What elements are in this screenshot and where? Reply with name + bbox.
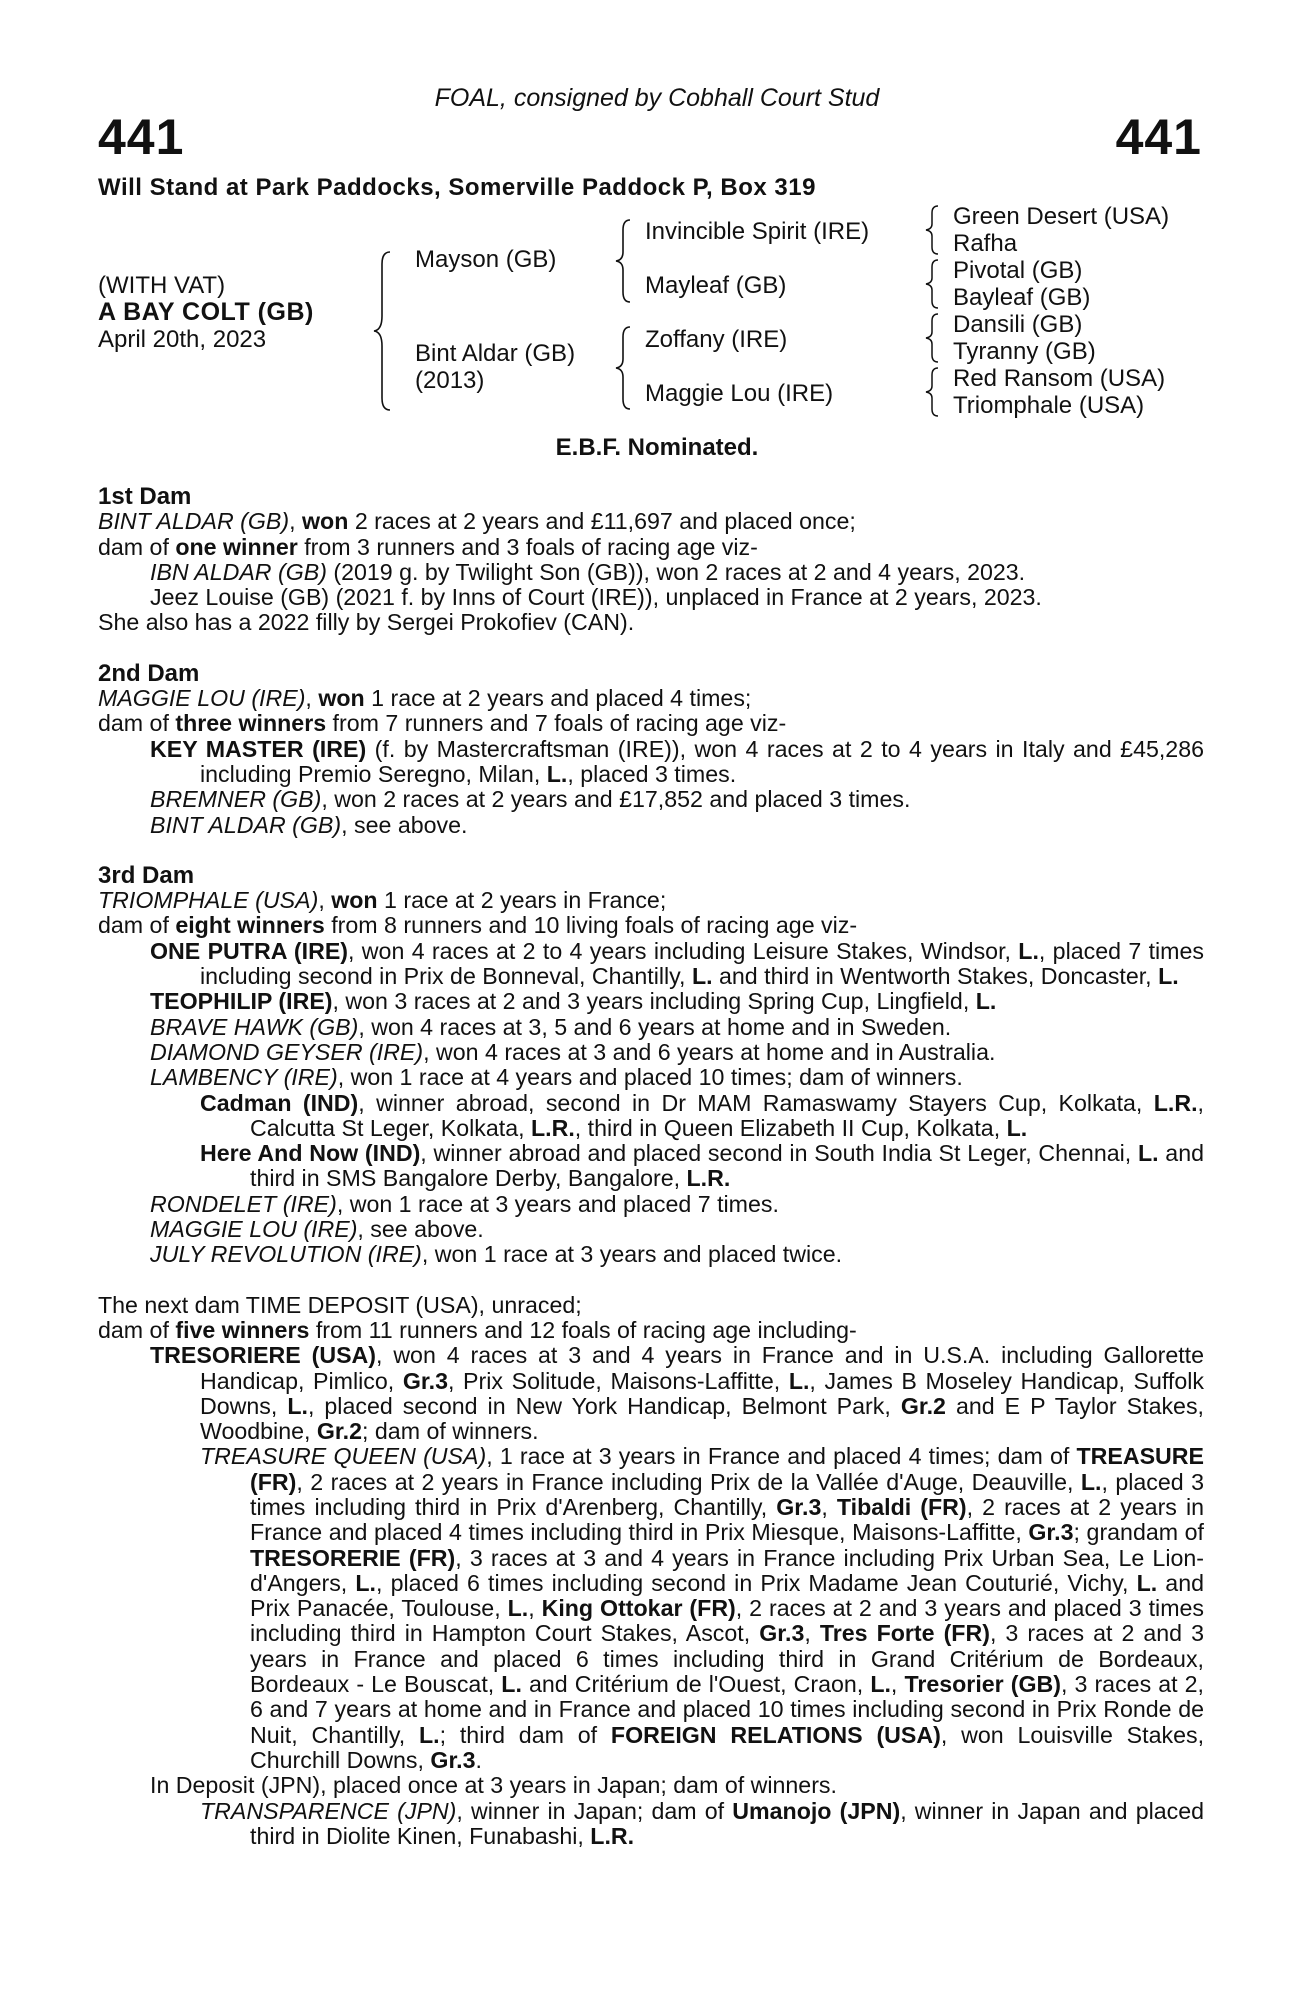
vat-note: (WITH VAT) xyxy=(98,272,226,299)
horse-name: A BAY COLT (GB) xyxy=(98,298,314,326)
first-dam-heading: 1st Dam xyxy=(98,483,192,510)
produce-brave-hawk: BRAVE HAWK (GB), won 4 races at 3, 5 and 6 years at home and in Sweden. xyxy=(150,1013,952,1040)
sire-dam: Mayleaf (GB) xyxy=(645,272,787,299)
third-dam-produce: dam of eight winners from 8 runners and 10 living foals of racing age viz- xyxy=(98,912,858,939)
dam-sire: Zoffany (IRE) xyxy=(645,326,788,353)
dam: Bint Aldar (GB) xyxy=(415,340,576,367)
ds-dam: Tyranny (GB) xyxy=(953,338,1096,365)
produce-diamond-geyser: DIAMOND GEYSER (IRE), won 4 races at 3 and 6 years at home and in Australia. xyxy=(150,1038,996,1065)
lot-number-left: 441 xyxy=(98,109,185,165)
produce-jeez-louise: Jeez Louise (GB) (2021 f. by Inns of Court (IRE)), unplaced in France at 2 years, 2023. xyxy=(150,584,1042,611)
dam-year: (2013) xyxy=(415,367,485,394)
produce-lambency: LAMBENCY (IRE), won 1 race at 4 years and placed 10 times; dam of winners. xyxy=(150,1064,963,1091)
produce-2022-filly: She also has a 2022 filly by Sergei Prokofiev (CAN). xyxy=(98,609,635,636)
third-dam-heading: 3rd Dam xyxy=(98,861,195,889)
produce-key-master: KEY MASTER (IRE) (f. by Mastercraftsman (IRE)), won 4 races at 2 to 4 years in Italy and £45,286 including Premio Seregno, Milan, L., placed 3 times. xyxy=(150,735,1204,787)
pedigree-brace-1 xyxy=(370,250,394,412)
pedigree-brace-3 xyxy=(612,325,634,411)
pedigree-table xyxy=(0,0,1314,440)
produce-maggie-lou: MAGGIE LOU (IRE), see above. xyxy=(150,1216,484,1243)
produce-here-and-now: Here And Now (IND), winner abroad and placed second in South India St Leger, Chennai, L. and third in SMS Bangalore Derby, Bangalore, L.R. xyxy=(200,1140,1204,1192)
second-dam-produce: dam of three winners from 7 runners and 7 foals of racing age viz- xyxy=(98,710,787,737)
foaling-date: April 20th, 2023 xyxy=(98,326,267,353)
produce-bremner: BREMNER (GB), won 2 races at 2 years and £17,852 and placed 3 times. xyxy=(150,786,911,813)
produce-teophilip: TEOPHILIP (IRE), won 3 races at 2 and 3 years including Spring Cup, Lingfield, L. xyxy=(150,988,997,1015)
ebf-nominated: E.B.F. Nominated. xyxy=(555,434,759,461)
produce-ibn-aldar: IBN ALDAR (GB) (2019 g. by Twilight Son (GB)), won 2 races at 2 and 4 years, 2023. xyxy=(150,558,1026,585)
consignment-line: FOAL, consigned by Cobhall Court Stud xyxy=(434,84,880,112)
produce-july-revolution: JULY REVOLUTION (IRE), won 1 race at 3 years and placed twice. xyxy=(150,1241,843,1268)
next-dam-record: The next dam TIME DEPOSIT (USA), unraced; xyxy=(98,1291,582,1318)
next-dam-produce: dam of five winners from 11 runners and 12 foals of racing age including- xyxy=(98,1316,857,1343)
ds-sire: Dansili (GB) xyxy=(953,311,1083,338)
produce-bint-aldar: BINT ALDAR (GB), see above. xyxy=(150,811,468,838)
pedigree-brace-2 xyxy=(612,218,634,304)
pedigree-brace-6 xyxy=(922,312,942,364)
sire: Mayson (GB) xyxy=(415,246,557,273)
dam-line-body xyxy=(98,484,1204,1849)
pedigree-brace-7 xyxy=(922,366,942,418)
produce-cadman: Cadman (IND), winner abroad, second in Dr MAM Ramaswamy Stayers Cup, Kolkata, L.R., Calcutta St Leger, Kolkata, L.R., third in Queen Elizabeth II Cup, Kolkata, L. xyxy=(200,1089,1204,1141)
stand-location: Will Stand at Park Paddocks, Somerville Paddock P, Box 319 xyxy=(98,174,816,201)
dd-sire: Red Ransom (USA) xyxy=(953,365,1166,392)
second-dam-record: MAGGIE LOU (IRE), won 1 race at 2 years and placed 4 times; xyxy=(98,685,752,712)
first-dam-produce: dam of one winner from 3 runners and 3 foals of racing age viz- xyxy=(98,533,758,560)
produce-in-deposit: In Deposit (JPN), placed once at 3 years in Japan; dam of winners. xyxy=(150,1772,837,1799)
sd-dam: Bayleaf (GB) xyxy=(953,284,1091,311)
lot-number-right: 441 xyxy=(1115,109,1202,165)
dam-dam: Maggie Lou (IRE) xyxy=(645,380,834,407)
ss-sire: Green Desert (USA) xyxy=(953,203,1170,230)
second-dam-heading: 2nd Dam xyxy=(98,659,200,687)
produce-rondelet: RONDELET (IRE), won 1 race at 3 years and placed 7 times. xyxy=(150,1190,779,1217)
third-dam-record: TRIOMPHALE (USA), won 1 race at 2 years in France; xyxy=(98,887,667,914)
produce-transparence: TRANSPARENCE (JPN), winner in Japan; dam of Umanojo (JPN), winner in Japan and placed third in Diolite Kinen, Funabashi, L.R. xyxy=(200,1797,1205,1849)
first-dam-record: BINT ALDAR (GB), won 2 races at 2 years and £11,697 and placed once; xyxy=(98,508,856,535)
ss-dam: Rafha xyxy=(953,230,1018,257)
produce-treasure-queen: TREASURE QUEEN (USA), 1 race at 3 years in France and placed 4 times; dam of TREASURE (FR), 2 races at 2 years in France including Prix de la Vallée d'Auge, Deauville, L., placed 3 times including third in Prix d'Arenberg, Chantilly, Gr.3, Tibaldi (FR), 2 races at 2 years in France and placed 4 times including third in Prix Miesque, Maisons-Laffitte, Gr.3; grandam of TRESORERIE (FR), 3 races at 3 and 4 years in France including Prix Urban Sea, Le Lion-d'Angers, L., placed 6 times including second in Prix Madame Jean Couturié, Vichy, L. and Prix Panacée, Toulouse, L., King Ottokar (FR), 2 races at 2 and 3 years and placed 3 times including third in Hampton Court Stakes, Ascot, Gr.3, Tres Forte (FR), 3 races at 2 and 3 years in France and placed 6 times including third in Grand Critérium de Bordeaux, Bordeaux - Le Bouscat, L. and Critérium de l'Ouest, Craon, L., Tresorier (GB), 3 races at 2, 6 and 7 years at home and in France and placed 10 times including second in Prix Ronde de Nuit, Chantilly, L.; third dam of FOREIGN RELATIONS (USA), won Louisville Stakes, Churchill Downs, Gr.3. xyxy=(200,1443,1205,1773)
pedigree-brace-4 xyxy=(922,204,942,256)
sire-sire: Invincible Spirit (IRE) xyxy=(645,218,870,245)
dd-dam: Triomphale (USA) xyxy=(953,392,1145,419)
sd-sire: Pivotal (GB) xyxy=(953,257,1083,284)
produce-tresoriere: TRESORIERE (USA), won 4 races at 3 and 4 years in France and in U.S.A. including Gallorette Handicap, Pimlico, Gr.3, Prix Solitude, Maisons-Laffitte, L., James B Moseley Handicap, Suffolk Downs, L., placed second in New York Handicap, Belmont Park, Gr.2 and E P Taylor Stakes, Woodbine, Gr.2; dam of winners. xyxy=(150,1342,1205,1445)
pedigree-brace-5 xyxy=(922,258,942,310)
produce-one-putra: ONE PUTRA (IRE), won 4 races at 2 to 4 years including Leisure Stakes, Windsor, L., placed 7 times including second in Prix de Bonneval, Chantilly, L. and third in Wentworth Stakes, Doncaster, L. xyxy=(150,937,1204,990)
